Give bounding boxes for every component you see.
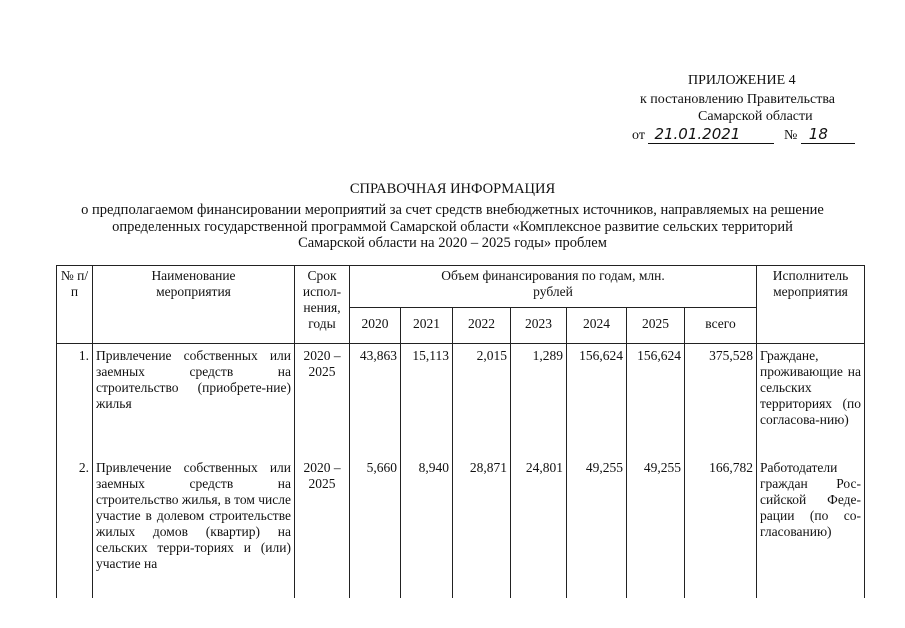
row-num: 2. — [57, 458, 93, 598]
document-title: СПРАВОЧНАЯ ИНФОРМАЦИЯ — [349, 181, 556, 197]
document-subtitle-line2: определенных государственной программой Самарской области «Комплексное развитие сельских территорий — [112, 219, 793, 235]
table-row — [57, 344, 865, 458]
header-term: Срок испол-нения, годы — [295, 266, 350, 344]
date-prefix: от — [632, 128, 645, 143]
header-year-2023: 2023 — [511, 308, 567, 344]
row-term: 2020 – 2025 — [295, 344, 350, 458]
header-year-total: всего — [685, 308, 757, 344]
row-value-2024: 156,624 — [567, 344, 627, 458]
appendix-date-line — [632, 126, 855, 144]
table-row — [57, 458, 865, 598]
header-year-2022: 2022 — [453, 308, 511, 344]
row-executor: Граждане, проживающие на сельских территориях (по согласова-нию) — [757, 344, 865, 458]
header-row — [57, 266, 865, 308]
row-num: 1. — [57, 344, 93, 458]
funding-table — [56, 265, 865, 598]
row-name: Привлечение собственных или заемных средств на строительство (приобрете-ние) жилья — [93, 344, 295, 458]
appendix-region-line: Самарской области — [698, 109, 813, 124]
row-term: 2020 – 2025 — [295, 458, 350, 598]
row-value-2022: 28,871 — [453, 458, 511, 598]
header-funding: Объем финансирования по годам, млн. рублей — [350, 266, 757, 308]
header-year-2024: 2024 — [567, 308, 627, 344]
row-value-2025: 49,255 — [627, 458, 685, 598]
row-name: Привлечение собственных или заемных средств на строительство жилья, в том числе участие в долевом строительстве жилых домов (квартир) на сельских терри-ториях и (или) участие на — [93, 458, 295, 598]
date-value: 21.01.2021 — [648, 126, 774, 144]
row-value-2023: 24,801 — [511, 458, 567, 598]
row-executor: Работодатели граждан Рос-сийской Феде-рации (по со-гласованию) — [757, 458, 865, 598]
header-year-2025: 2025 — [627, 308, 685, 344]
row-value-2021: 8,940 — [401, 458, 453, 598]
number-value: 18 — [801, 126, 855, 144]
row-value-total: 166,782 — [685, 458, 757, 598]
appendix-title: ПРИЛОЖЕНИЕ 4 — [688, 73, 796, 88]
document-subtitle-line1: о предполагаемом финансировании мероприятий за счет средств внебюджетных источников, направляемых на решение — [81, 202, 824, 218]
number-prefix: № — [783, 128, 798, 143]
header-year-2021: 2021 — [401, 308, 453, 344]
header-executor: Исполнитель мероприятия — [757, 266, 865, 344]
row-value-2020: 43,863 — [350, 344, 401, 458]
row-value-2022: 2,015 — [453, 344, 511, 458]
row-value-2025: 156,624 — [627, 344, 685, 458]
appendix-decree-line: к постановлению Правительства — [640, 92, 836, 107]
row-value-2020: 5,660 — [350, 458, 401, 598]
row-value-2024: 49,255 — [567, 458, 627, 598]
document-subtitle-line3: Самарской области на 2020 – 2025 годы» проблем — [298, 235, 607, 251]
header-year-2020: 2020 — [350, 308, 401, 344]
header-name: Наименование мероприятия — [93, 266, 295, 344]
row-value-total: 375,528 — [685, 344, 757, 458]
header-num: № п/п — [57, 266, 93, 344]
row-value-2023: 1,289 — [511, 344, 567, 458]
row-value-2021: 15,113 — [401, 344, 453, 458]
